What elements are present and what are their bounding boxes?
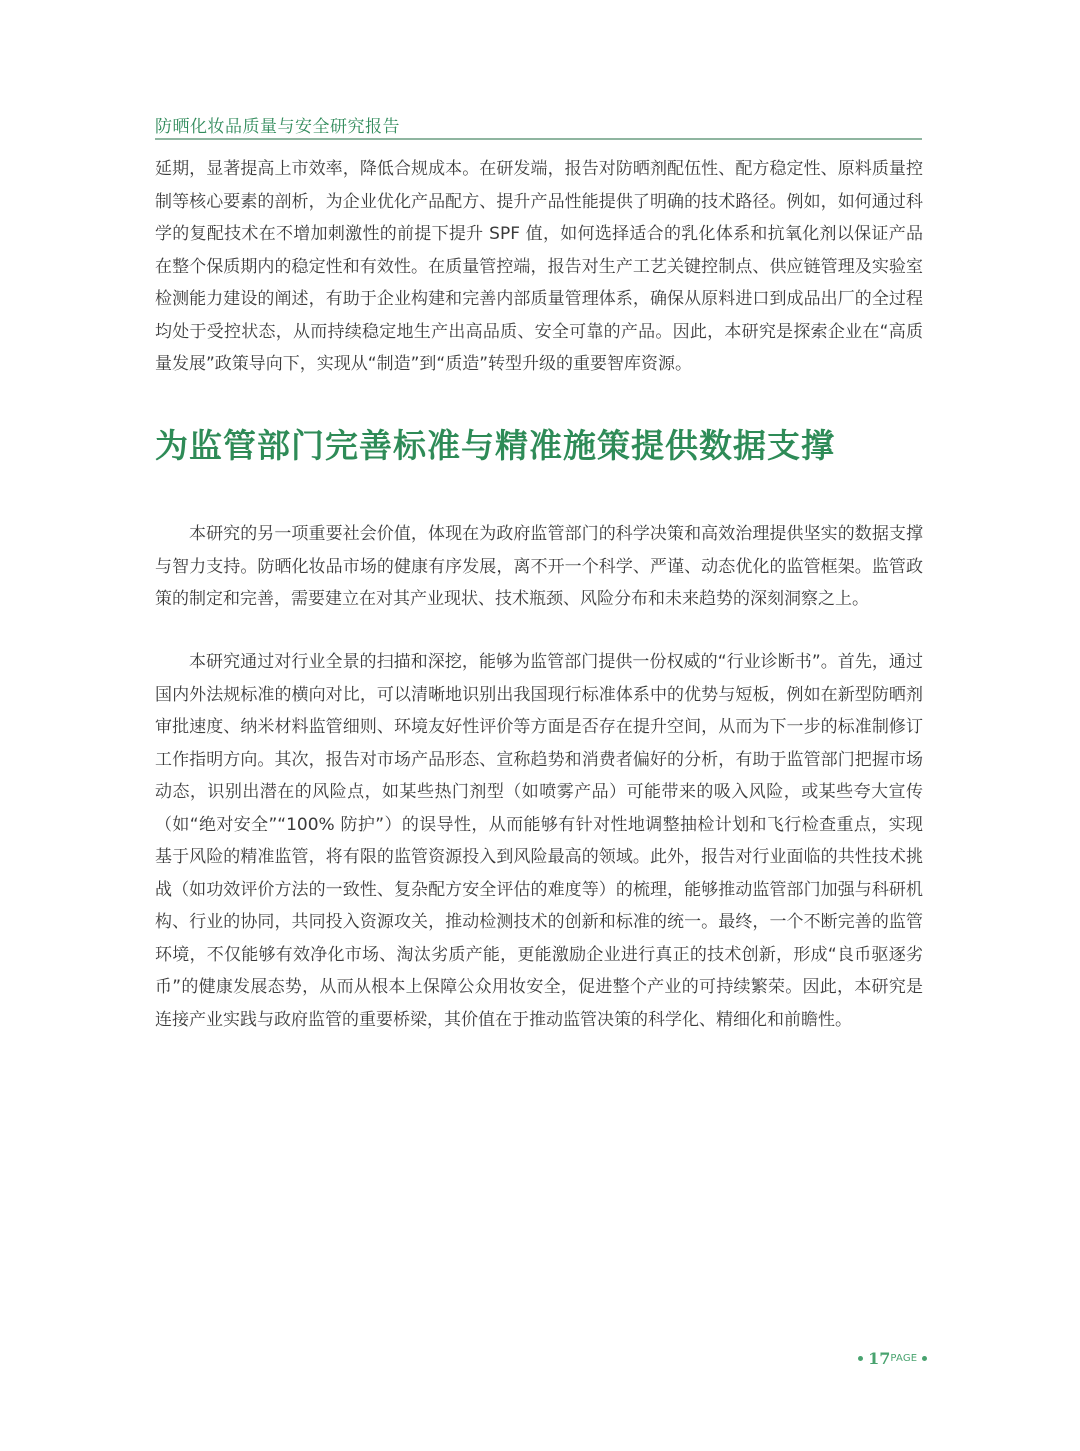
running-header xyxy=(155,110,922,140)
body-paragraph: 本研究通过对行业全景的扫描和深挖，能够为监管部门提供一份权威的“行业诊断书”。首先，通过国内外法规标准的横向对比，可以清晰地识别出我国现行标准体系中的优势与短板，例如在新型防晒剂审批速度、纳米材料监管细则、环境友好性评价等方面是否存在提升空间，从而为下一步的标准制修订工作指明方向。其次，报告对市场产品形态、宣称趋势和消费者偏好的分析，有助于监管部门把握市场动态，识别出潜在的风险点，如某些热门剂型（如喷雾产品）可能带来的吸入风险，或某些夸大宣传（如“绝对安全”“100% 防护”）的误导性，从而能够有针对性地调整抽检计划和飞行检查重点，实现基于风险的精准监管，将有限的监管资源投入到风险最高的领域。此外，报告对行业面临的共性技术挑战（如功效评价方法的一致性、复杂配方安全评估的难度等）的梳理，能够推动监管部门加强与科研机构、行业的协同，共同投入资源攻关，推动检测技术的创新和标准的统一。最终，一个不断完善的监管环境，不仅能够有效净化市场、淘汰劣质产能，更能激励企业进行真正的技术创新，形成“良币驱逐劣币”的健康发展态势，从而从根本上保障公众用妆安全，促进整个产业的可持续繁荣。因此，本研究是连接产业实践与政府监管的重要桥梁，其价值在于推动监管决策的科学化、精细化和前瞻性。 xyxy=(155,652,923,1030)
bullet-dot-icon xyxy=(922,1356,927,1361)
page-number: 17 xyxy=(868,1349,891,1368)
page-footer xyxy=(858,1348,928,1370)
report-title: 防晒化妆品质量与安全研究报告 xyxy=(155,117,400,137)
bullet-dot-icon xyxy=(858,1356,863,1361)
body-paragraph: 延期，显著提高上市效率，降低合规成本。在研发端，报告对防晒剂配伍性、配方稳定性、原料质量控制等核心要素的剖析，为企业优化产品配方、提升产品性能提供了明确的技术路径。例如，如何通过科学的复配技术在不增加刺激性的前提下提升 SPF 值，如何选择适合的乳化体系和抗氧化剂以保证产品在整个保质期内的稳定性和有效性。在质量管控端，报告对生产工艺关键控制点、供应链管理及实验室检测能力建设的阐述，有助于企业构建和完善内部质量管理体系，确保从原料进口到成品出厂的全过程均处于受控状态，从而持续稳定地生产出高品质、安全可靠的产品。因此，本研究是探索企业在“高质量发展”政策导向下，实现从“制造”到“质造”转型升级的重要智库资源。 xyxy=(155,159,923,374)
section-heading: 为监管部门完善标准与精准施策提供数据支撑 xyxy=(155,426,835,465)
page-label: PAGE xyxy=(890,1353,918,1364)
body-paragraph: 本研究的另一项重要社会价值，体现在为政府监管部门的科学决策和高效治理提供坚实的数据支撑与智力支持。防晒化妆品市场的健康有序发展，离不开一个科学、严谨、动态优化的监管框架。监管政策的制定和完善，需要建立在对其产业现状、技术瓶颈、风险分布和未来趋势的深刻洞察之上。 xyxy=(155,524,923,609)
